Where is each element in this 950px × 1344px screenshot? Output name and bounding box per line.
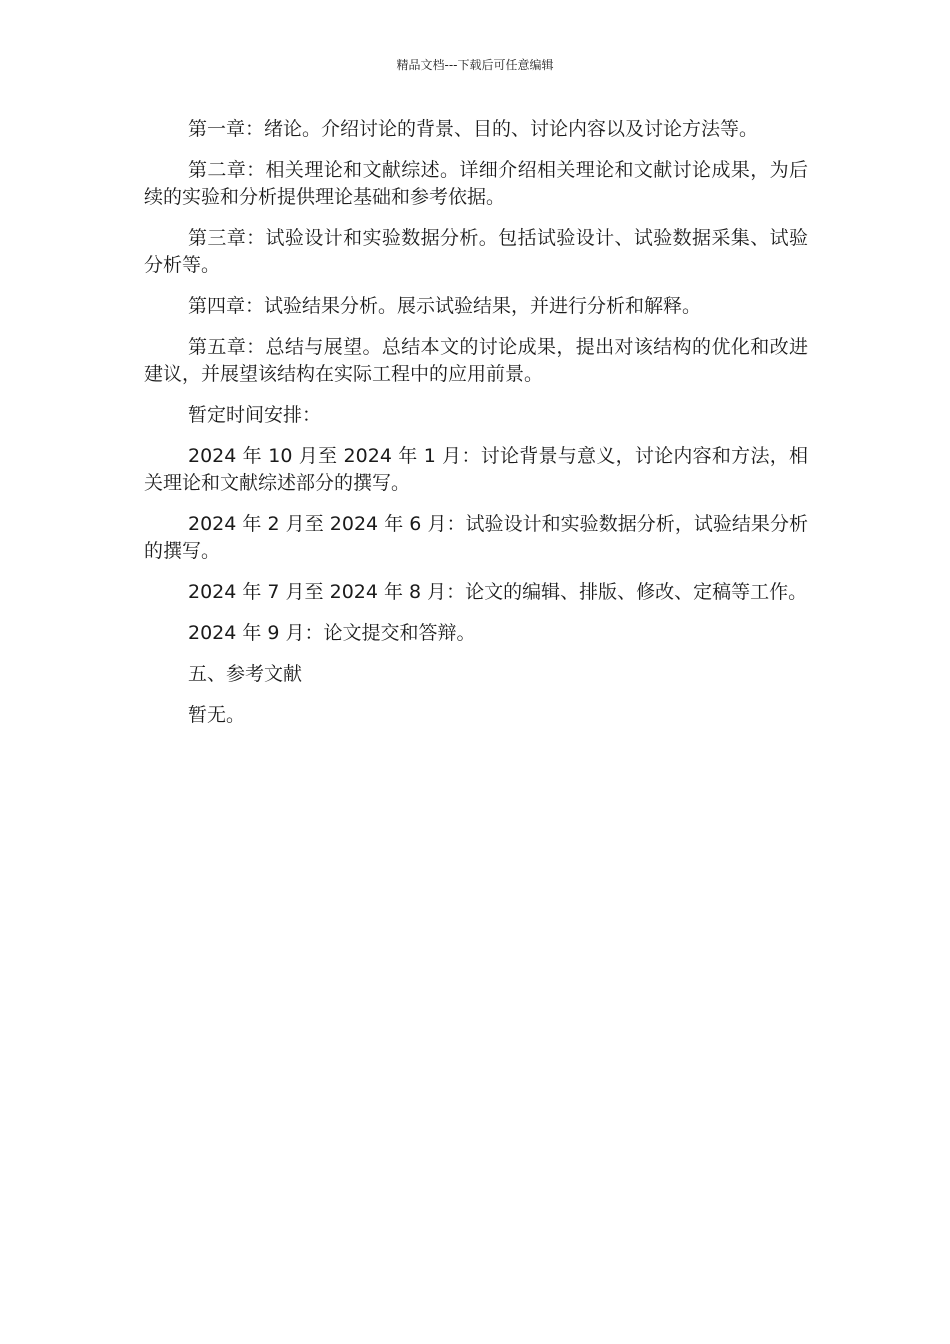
document-body [144,116,808,743]
chapter-5-paragraph: 第五章：总结与展望。总结本文的讨论成果，提出对该结构的优化和改进建议，并展望该结构在实际工程中的应用前景。 [144,336,808,385]
chapter-4-paragraph: 第四章：试验结果分析。展示试验结果，并进行分析和解释。 [188,295,702,317]
chapter-2-paragraph: 第二章：相关理论和文献综述。详细介绍相关理论和文献讨论成果，为后续的实验和分析提供理论基础和参考依据。 [144,159,808,208]
chapter-3-paragraph: 第三章：试验设计和实验数据分析。包括试验设计、试验数据采集、试验分析等。 [144,227,808,276]
schedule-item-4: 2024 年 9 月：论文提交和答辩。 [188,622,476,644]
references-content: 暂无。 [188,704,246,726]
schedule-heading: 暂定时间安排： [188,404,322,426]
page-header: 精品文档---下载后可任意编辑 [396,58,554,72]
chapter-1-paragraph: 第一章：绪论。介绍讨论的背景、目的、讨论内容以及讨论方法等。 [188,118,759,140]
schedule-item-2: 2024 年 2 月至 2024 年 6 月：试验设计和实验数据分析，试验结果分析的撰写。 [144,513,808,562]
schedule-item-3: 2024 年 7 月至 2024 年 8 月：论文的编辑、排版、修改、定稿等工作。 [188,581,808,603]
schedule-item-1: 2024 年 10 月至 2024 年 1 月：讨论背景与意义，讨论内容和方法，相关理论和文献综述部分的撰写。 [144,445,808,494]
references-heading: 五、参考文献 [188,663,303,685]
